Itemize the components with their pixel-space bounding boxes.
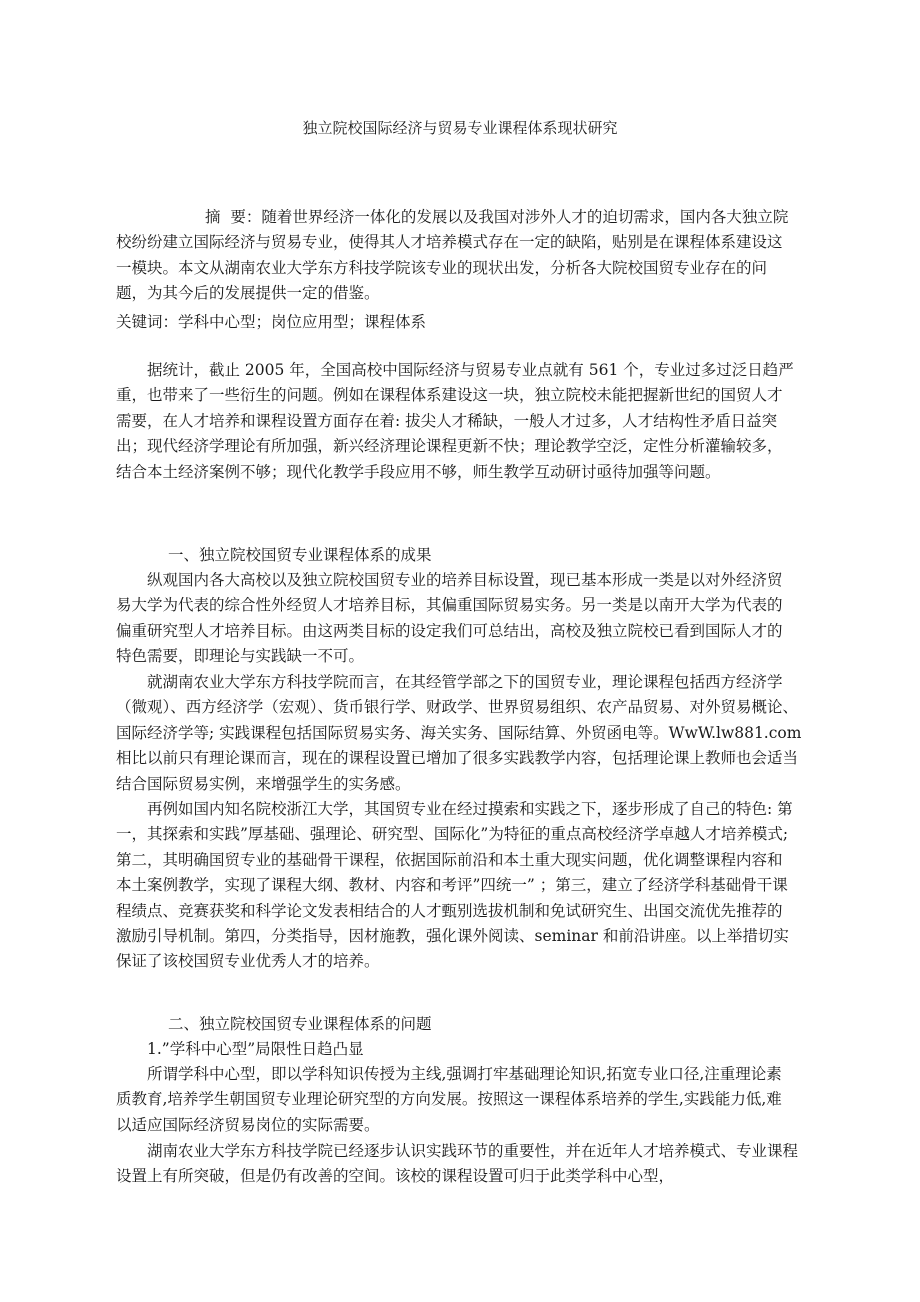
abstract-text: 随着世界经济一体化的发展以及我国对涉外人才的迫切需求，国内各大独立院校纷纷建立国际经济与贸易专业，使得其人才培养模式存在一定的缺陷，贴别是在课程体系建设这一模块。本文从湖南农业大学东方科技学院该专业的现状出发，分析各大院校国贸专业存在的问题，为其今后的发展提供一定的借鉴。 — [116, 208, 789, 303]
section1-paragraph-3: 再例如国内知名院校浙江大学，其国贸专业在经过摸索和实践之下，逐步形成了自己的特色: 第一，其探索和实践”厚基础、强理论、研究型、国际化”为特征的重点高校经济学卓越人才培养模式; 第二，其明确国贸专业的基础骨干课程，依据国际前沿和本土重大现实问题，优化调整课程内容和本土案例教学，实现了课程大纲、教材、内容和考评”四统一” ；第三，建立了经济学科基础骨干课程绩点、竞赛获奖和科学论文发表相结合的人才甄别选拔机制和免试研究生、出国交流优先推荐的激励引导机制。第四，分类指导，因材施教，强化课外阅读、seminar 和前沿讲座。以上举措切实保证了该校国贸专业优秀人才的培养。 — [116, 800, 793, 971]
abstract-label: 摘 要： — [205, 208, 262, 226]
section2-subheading-1: 1.”学科中心型”局限性日趋凸显 — [147, 1040, 364, 1058]
abstract-paragraph — [116, 205, 796, 307]
section2-paragraph-2: 湖南农业大学东方科技学院已经逐步认识实践环节的重要性，并在近年人才培养模式、专业课程设置上有所突破，但是仍有改善的空间。该校的课程设置可归于此类学科中心型， — [116, 1142, 799, 1186]
document-title: 独立院校国际经济与贸易专业课程体系现状研究 — [302, 119, 618, 137]
intro-paragraph: 据统计，截止 2005 年，全国高校中国际经济与贸易专业点就有 561 个，专业过多过泛日趋严重，也带来了一些衍生的问题。例如在课程体系建设这一块，独立院校未能把握新世纪的国贸人才需要，在人才培养和课程设置方面存在着: 拔尖人才稀缺，一般人才过多，人才结构性矛盾日益突出；现代经济学理论有所加强，新兴经济理论课程更新不快；理论教学空泛，定性分析灌输较多，结合本土经济案例不够；现代化教学手段应用不够，师生教学互动研讨亟待加强等问题。 — [116, 361, 794, 481]
section1-heading: 一、独立院校国贸专业课程体系的成果 — [168, 546, 432, 564]
section1-paragraph-1: 纵观国内各大高校以及独立院校国贸专业的培养目标设置，现已基本形成一类是以对外经济贸易大学为代表的综合性外经贸人才培养目标，其偏重国际贸易实务。另一类是以南开大学为代表的偏重研究型人才培养目标。由这两类目标的设定我们可总结出，高校及独立院校已看到国际人才的特色需要，即理论与实践缺一不可。 — [116, 571, 783, 666]
keywords-label: 关键词： — [116, 313, 179, 331]
keywords-line — [116, 310, 796, 335]
section2-paragraph-1: 所谓学科中心型，即以学科知识传授为主线,强调打牢基础理论知识,拓宽专业口径,注重理论素质教育,培养学生朝国贸专业理论研究型的方向发展。按照这一课程体系培养的学生,实践能力低,难以适应国际经济贸易岗位的实际需要。 — [116, 1065, 782, 1134]
section2-heading: 二、独立院校国贸专业课程体系的问题 — [168, 1015, 432, 1033]
section1-paragraph-2: 就湖南农业大学东方科技学院而言，在其经管学部之下的国贸专业，理论课程包括西方经济学（微观）、西方经济学（宏观）、货币银行学、财政学、世界贸易组织、农产品贸易、对外贸易概论、国际经济学等; 实践课程包括国际贸易实务、海关实务、国际结算、外贸函电等。WwW.lw881.com 相比以前只有理论课而言，现在的课程设置已增加了很多实践教学内容，包括理论课上教师也会适当结合国际贸易实例，来增强学生的实务感。 — [116, 673, 802, 793]
keywords-text: 学科中心型；岗位应用型；课程体系 — [178, 313, 427, 331]
